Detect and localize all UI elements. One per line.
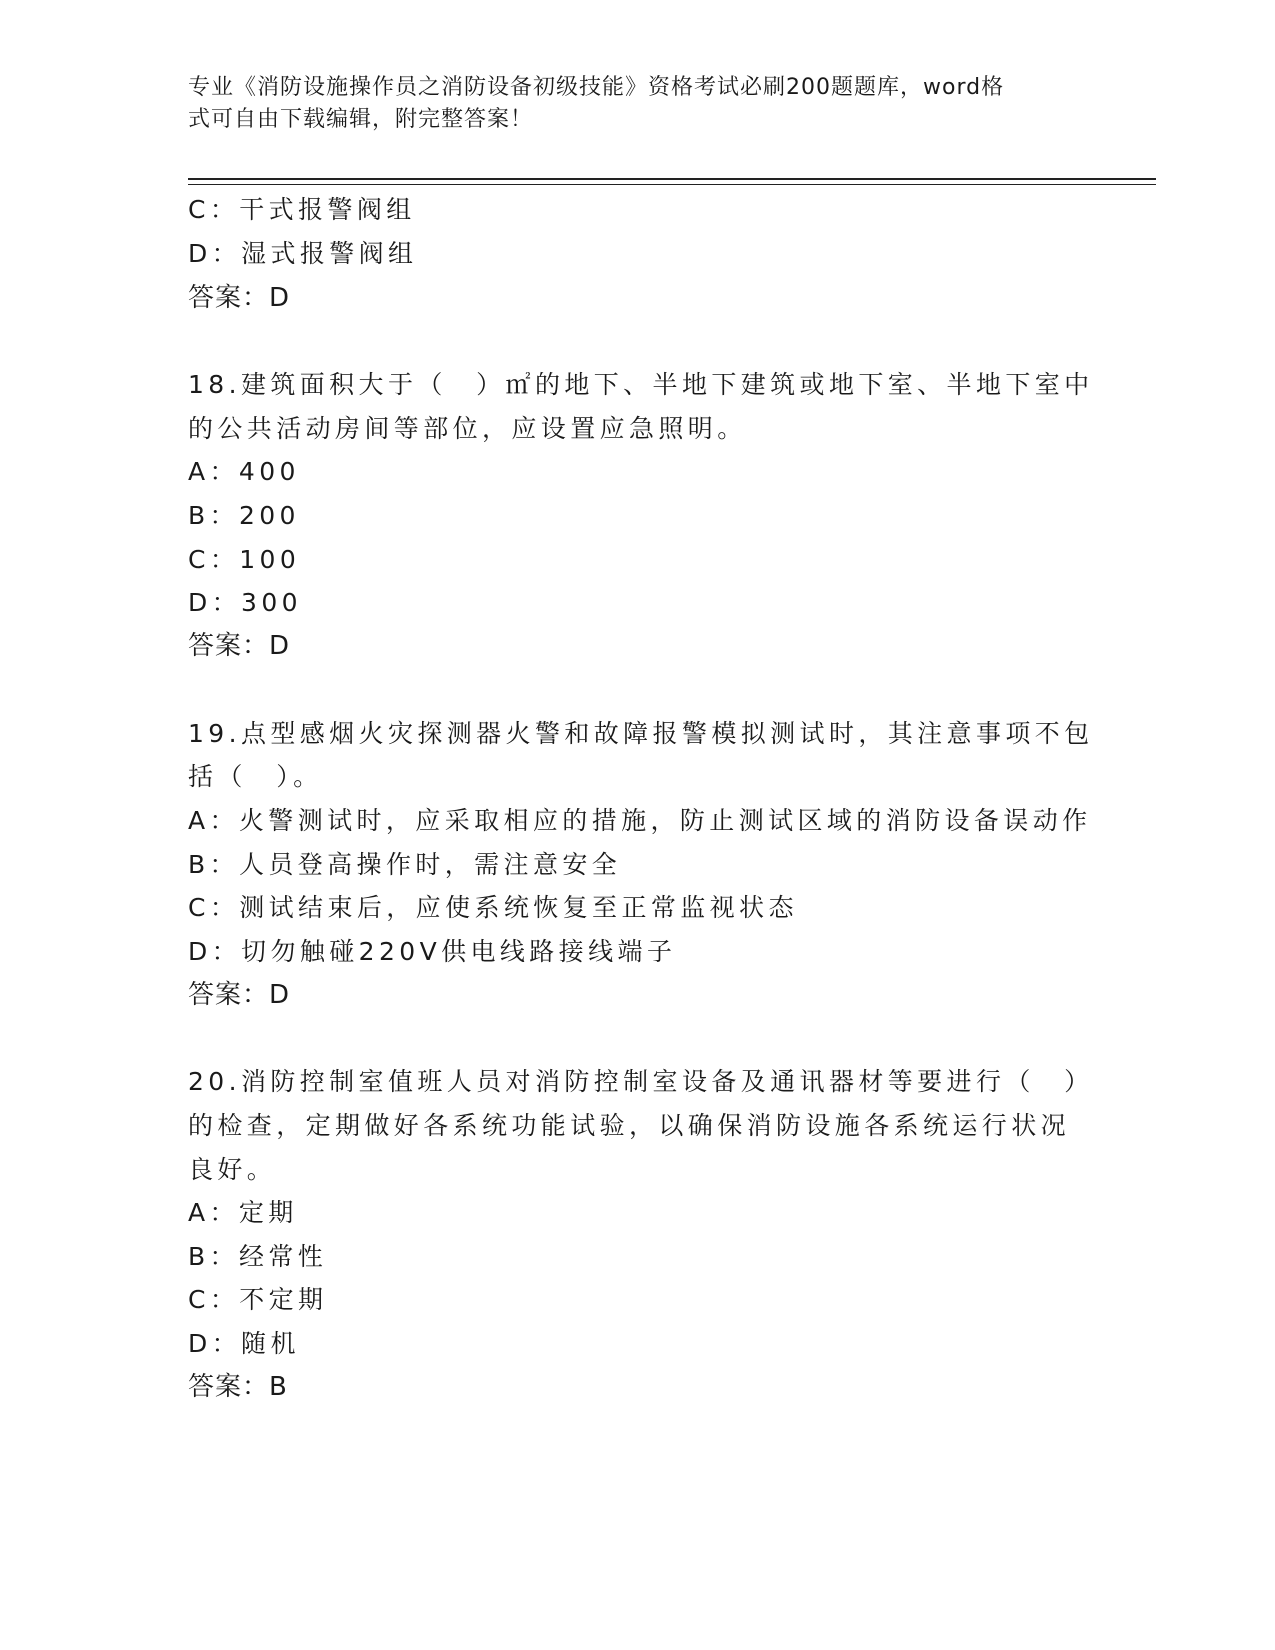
header-title-line-2: 式可自由下载编辑，附完整答案！ — [188, 107, 534, 132]
q18-option-c: C：100 — [188, 545, 301, 574]
header-divider — [188, 178, 1156, 180]
q19-stem-line-1: 19.点型感烟火灾探测器火警和故障报警模拟测试时，其注意事项不包 — [188, 719, 1094, 748]
q19-stem-line-2: 括（ ）。 — [188, 762, 323, 791]
q19-answer: 答案：D — [188, 980, 291, 1010]
q19-option-c: C：测试结束后，应使系统恢复至正常监视状态 — [188, 893, 798, 922]
q20-answer: 答案：B — [188, 1372, 288, 1402]
q17-option-d: D：湿式报警阀组 — [188, 239, 418, 268]
q18-answer: 答案：D — [188, 631, 291, 661]
q17-answer: 答案：D — [188, 283, 291, 313]
document-header — [188, 72, 1068, 136]
q20-stem-line-2: 的检查，定期做好各系统功能试验，以确保消防设施各系统运行状况 — [188, 1111, 1071, 1140]
header-divider-thin — [188, 184, 1156, 185]
q18-option-d: D：300 — [188, 588, 302, 617]
q20-stem-line-3: 良好。 — [188, 1155, 277, 1184]
q17-option-c: C：干式报警阀组 — [188, 195, 416, 224]
q18-option-a: A：400 — [188, 457, 300, 486]
q20-option-d: D：随机 — [188, 1329, 300, 1358]
q18-option-b: B：200 — [188, 501, 300, 530]
q19-option-d: D：切勿触碰220V供电线路接线端子 — [188, 937, 677, 966]
q19-option-b: B：人员登高操作时，需注意安全 — [188, 850, 622, 879]
q20-option-c: C：不定期 — [188, 1285, 328, 1314]
q20-stem-line-1: 20.消防控制室值班人员对消防控制室设备及通讯器材等要进行（ ） — [188, 1067, 1094, 1096]
q18-stem-line-1: 18.建筑面积大于（ ）㎡的地下、半地下建筑或地下室、半地下室中 — [188, 370, 1094, 399]
q20-option-a: A：定期 — [188, 1198, 298, 1227]
q19-option-a: A：火警测试时，应采取相应的措施，防止测试区域的消防设备误动作 — [188, 806, 1092, 835]
q18-stem-line-2: 的公共活动房间等部位，应设置应急照明。 — [188, 414, 747, 443]
header-title-line-1: 专业《消防设施操作员之消防设备初级技能》资格考试必刷200题题库，word格 — [188, 75, 1005, 100]
q20-option-b: B：经常性 — [188, 1242, 328, 1271]
